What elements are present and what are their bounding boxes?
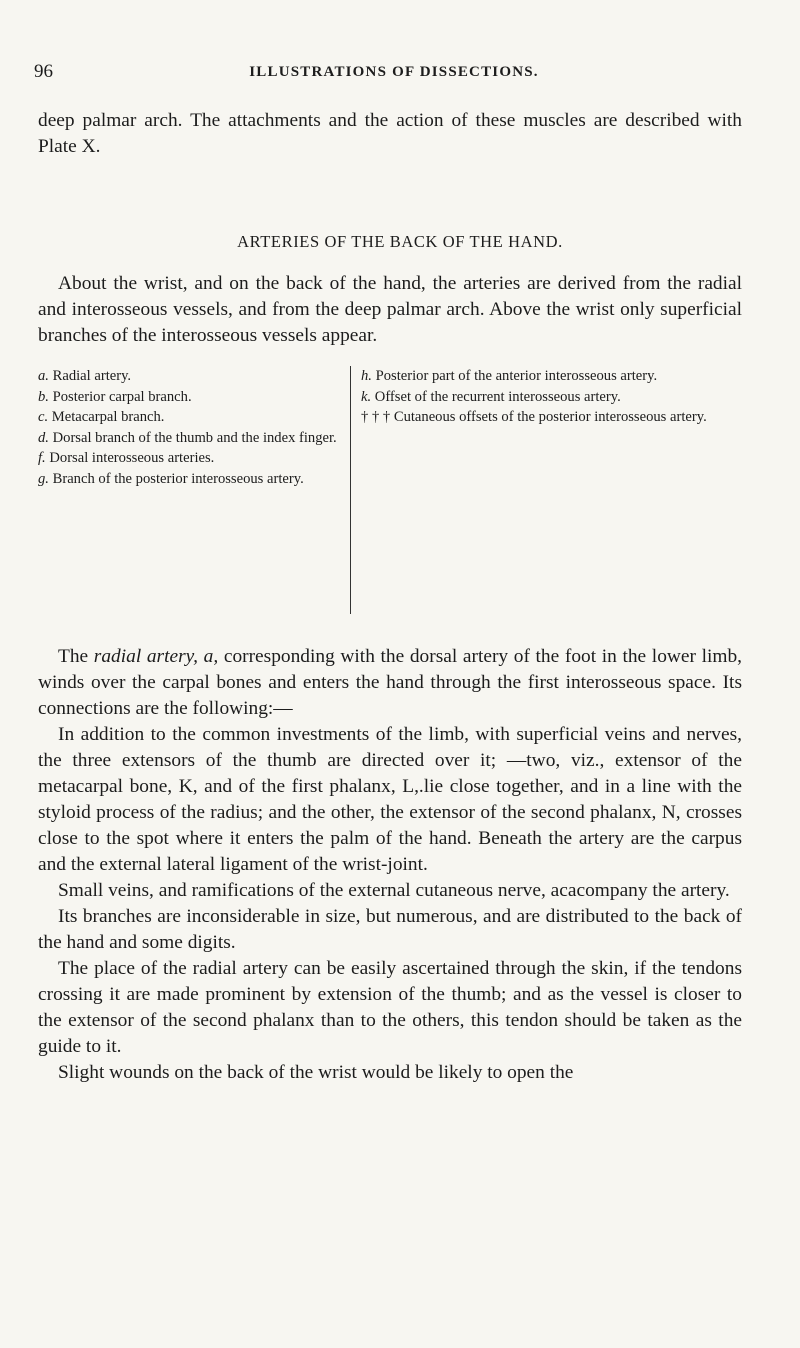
legend-right-column	[350, 366, 731, 614]
legend-entry: f. Dorsal interosseous arteries.	[38, 450, 215, 466]
branches-paragraph: Its branches are inconsiderable in size, but numerous, and are distributed to the back of the hand and some digits.	[38, 906, 742, 953]
legend-entry: k. Offset of the recurrent interosseous artery.	[361, 388, 621, 405]
legend-entry: † † † Cutaneous offsets of the posterior interosseous artery.	[361, 409, 707, 425]
intro-paragraph: deep palmar arch. The attachments and the action of these muscles are described with Plate X.	[38, 110, 742, 157]
legend-entry: d. Dorsal branch of the thumb and the index finger.	[38, 429, 337, 446]
legend-entry: a. Radial artery.	[38, 368, 132, 384]
body-text	[38, 644, 742, 1086]
wounds-paragraph: Slight wounds on the back of the wrist would be likely to open the	[58, 1062, 574, 1083]
page-number: 96	[34, 61, 53, 82]
radial-artery-term: radial artery, a,	[93, 646, 219, 667]
running-head: ILLUSTRATIONS OF DISSECTIONS.	[249, 64, 539, 80]
figure-legend	[38, 366, 758, 616]
section-heading: ARTERIES OF THE BACK OF THE HAND.	[237, 232, 563, 251]
addition-paragraph: In addition to the common investments of the limb, with superficial veins and nerves, the three extensors of the thumb are directed over it; —two, viz., extensor of the metacarpal bone, K, and of the first phalanx, L,.lie close together, and in a line with the styloid process of the radius; and the other, the extensor of the second phalanx, N, crosses close to the spot where it enters the palm of the hand. Beneath the artery are the carpus and the external lateral ligament of the wrist-joint.	[38, 724, 742, 875]
legend-entry: b. Posterior carpal branch.	[38, 388, 192, 405]
radial-artery-paragraph: The radial artery, a, corresponding with the dorsal artery of the foot in the lower limb, winds over the carpal bones and enters the hand through the first interosseous space. Its connections are the following:—	[38, 646, 742, 719]
legend-entry: g. Branch of the posterior interosseous artery.	[38, 470, 304, 487]
about-paragraph: About the wrist, and on the back of the hand, the arteries are derived from the radial and interosseous vessels, and from the deep palmar arch. Above the wrist only superficial branches of the interosseous vessels appear.	[38, 273, 742, 346]
legend-left-column	[38, 366, 358, 489]
about-paragraph-block	[38, 271, 742, 349]
legend-entry: h. Posterior part of the anterior interosseous artery.	[361, 368, 658, 384]
small-veins-paragraph: Small veins, and ramifications of the external cutaneous nerve, acacompany the artery.	[58, 880, 730, 901]
legend-entry: c. Metacarpal branch.	[38, 409, 165, 425]
place-paragraph: The place of the radial artery can be easily ascertained through the skin, if the tendons crossing it are made prominent by extension of the thumb; and as the vessel is closer to the extensor of the second phalanx than to the others, this tendon should be taken as the guide to it.	[38, 958, 742, 1057]
page-header	[34, 61, 754, 87]
intro-paragraph-block	[38, 108, 742, 160]
